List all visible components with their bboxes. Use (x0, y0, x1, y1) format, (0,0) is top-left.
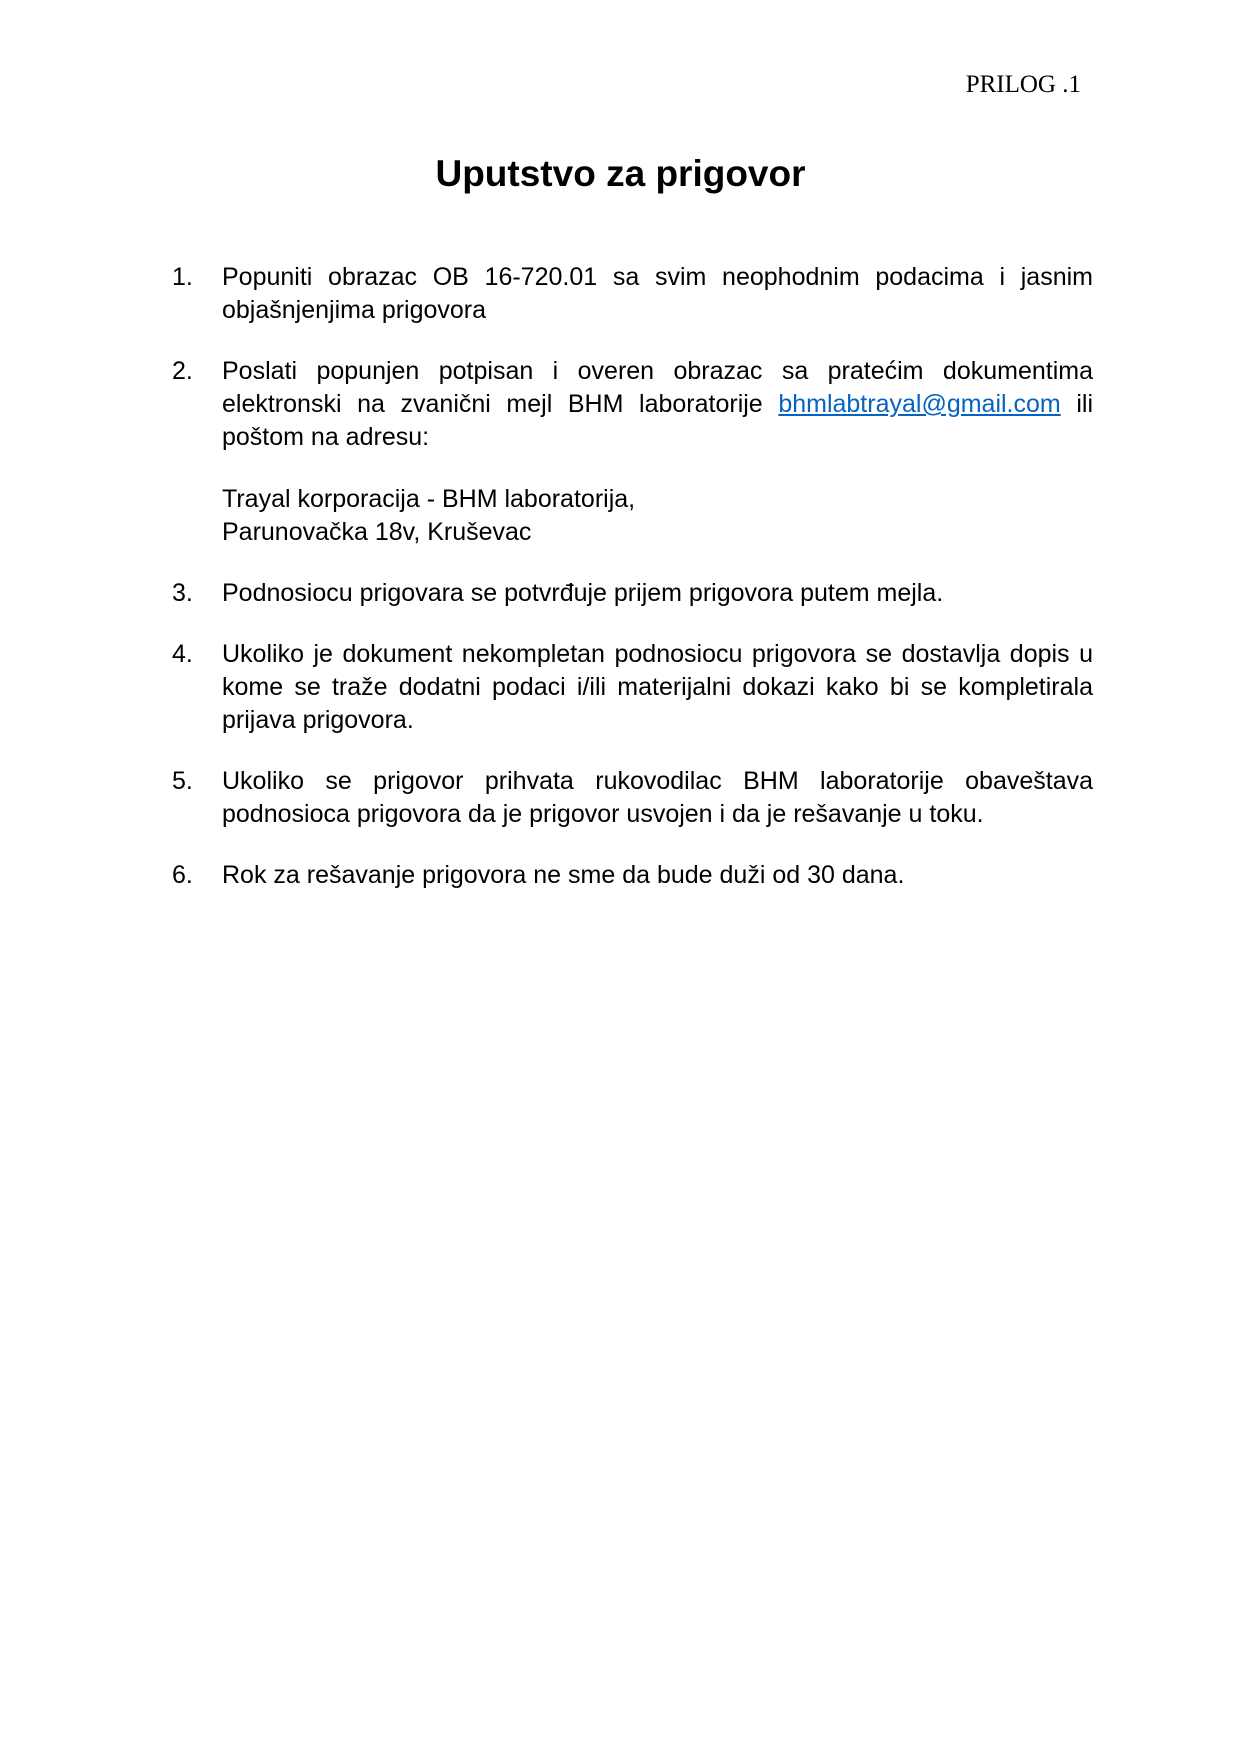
address-line: Trayal korporacija - BHM laboratorija, (222, 485, 636, 513)
email-link[interactable]: bhmlabtrayal@gmail.com (778, 390, 1061, 418)
address-line: Parunovačka 18v, Kruševac (222, 518, 532, 546)
list-item-number: 5. (172, 767, 193, 795)
item-text-before-link: Poslati popunjen potpisan i overen obrazac sa pratećim dokumentima elektronski na zvanični mejl BHM laboratorije (222, 357, 1093, 418)
item-text-after-link: ili poštom na adresu: (222, 390, 1093, 451)
list-item-1 (0, 261, 1241, 327)
list-item-number: 2. (172, 357, 193, 385)
address-block (222, 483, 1093, 549)
list-item-text (222, 355, 1093, 549)
prilog-label: PRILOG .1 (965, 71, 1081, 98)
list-item-number: 1. (172, 263, 193, 291)
list-item-text: Ukoliko se prigovor prihvata rukovodilac BHM laboratorije obaveštava podnosioca prigovora da je prigovor usvojen i da je rešavanje u toku. (222, 767, 1093, 828)
instruction-list (0, 261, 1241, 892)
list-item-2 (0, 355, 1241, 549)
list-item-4 (0, 638, 1241, 737)
list-item-number: 4. (172, 640, 193, 668)
list-item-text: Podnosiocu prigovara se potvrđuje prijem prigovora putem mejla. (222, 579, 944, 607)
list-item-number: 3. (172, 579, 193, 607)
list-item-text: Rok za rešavanje prigovora ne sme da bude duži od 30 dana. (222, 861, 905, 889)
list-item-number: 6. (172, 861, 193, 889)
page-title: Uputstvo za prigovor (435, 153, 806, 194)
list-item-text: Ukoliko je dokument nekompletan podnosiocu prigovora se dostavlja dopis u kome se traže dodatni podaci i/ili materijalni dokazi kako bi se kompletirala prijava prigovora. (222, 640, 1093, 734)
list-item-6 (0, 859, 1241, 892)
list-item-5 (0, 765, 1241, 831)
list-item-3 (0, 577, 1241, 610)
list-item-text: Popuniti obrazac OB 16-720.01 sa svim neophodnim podacima i jasnim objašnjenjima prigovora (222, 263, 1093, 324)
